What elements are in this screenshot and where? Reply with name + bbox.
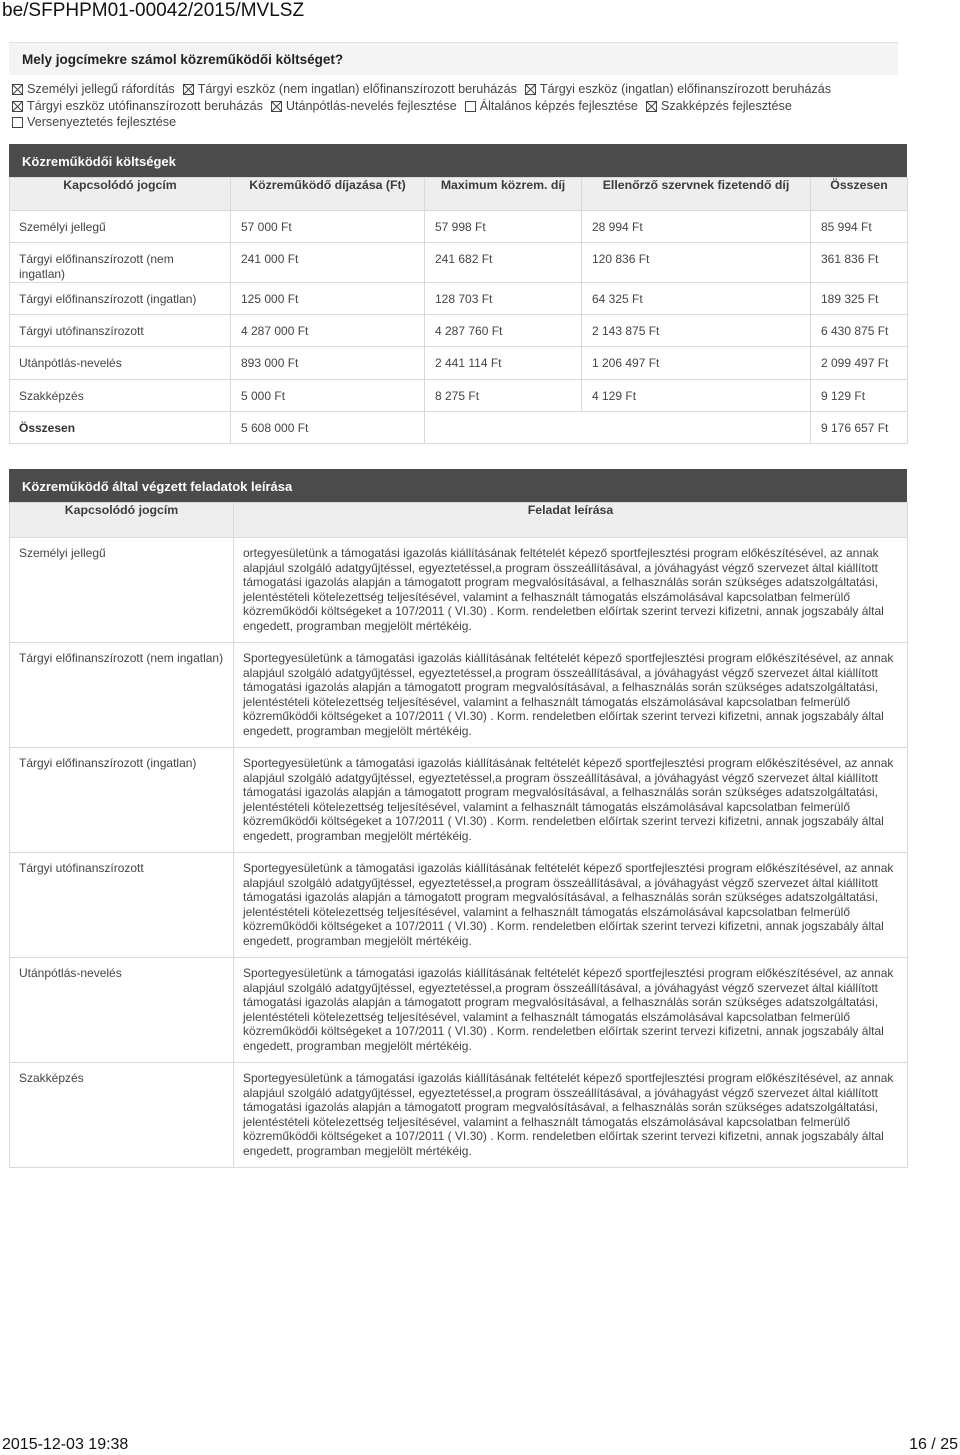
row-category: Tárgyi előfinanszírozott (ingatlan) xyxy=(10,283,231,315)
category-option xyxy=(12,114,176,131)
table-row xyxy=(10,958,908,1063)
table-row xyxy=(10,748,908,853)
category-option xyxy=(12,98,263,115)
option-label: Tárgyi eszköz utófinanszírozott beruházás xyxy=(27,98,263,113)
column-header: Kapcsolódó jogcím xyxy=(10,178,231,211)
checkbox-row xyxy=(12,81,912,98)
category-option xyxy=(271,98,457,115)
table-row xyxy=(10,283,908,315)
option-label: Szakképzés fejlesztése xyxy=(660,98,792,113)
row-category: Tárgyi utófinanszírozott xyxy=(10,315,231,347)
column-header: Kapcsolódó jogcím xyxy=(10,503,234,538)
checked-checkbox-icon xyxy=(12,84,23,95)
table-row xyxy=(10,643,908,748)
unchecked-checkbox-icon xyxy=(12,117,23,128)
column-header: Közreműködő díjazása (Ft) xyxy=(231,178,425,211)
checkbox-row xyxy=(12,98,912,115)
category-option xyxy=(465,98,638,115)
cost-cell: 64 325 Ft xyxy=(582,283,811,315)
table-row xyxy=(10,347,908,380)
checked-checkbox-icon xyxy=(183,84,194,95)
checkbox-row xyxy=(12,114,912,131)
cost-cell: 8 275 Ft xyxy=(425,380,582,412)
tasks-section-title: Közreműködő által végzett feladatok leírása xyxy=(22,479,293,494)
table-row xyxy=(10,1063,908,1168)
row-category: Tárgyi előfinanszírozott (nem ingatlan) xyxy=(10,643,234,748)
cost-cell: 893 000 Ft xyxy=(231,347,425,380)
cost-cell: 57 998 Ft xyxy=(425,211,582,243)
costs-section-header xyxy=(9,144,907,177)
cost-cell: 6 430 875 Ft xyxy=(811,315,908,347)
task-description: Sportegyesületünk a támogatási igazolás kiállításának feltételét képező sportfejlesztési program előkészítésével, az annak alapjául szolgáló adatgyűjtéssel, egyeztetéssel,a program összeállításával, a jóváhagyást végző szervezet által kiállított támogatási igazolás alapján a támogatott program megvalósításával, a felhasználás során szükséges adatszolgáltatási, jelentéstételi kötelezettség teljesítésével, valamint a felhasznált támogatás elszámolásával kapcsolatban felmerülő közreműködői költségeket a 107/2011 ( VI.30) . Korm. rendeletben előírtak szerint tervezi kifizetni, annak jogszabály által engedett, programban megjelölt mértékéig. xyxy=(234,748,908,853)
cost-cell: 9 129 Ft xyxy=(811,380,908,412)
table-row xyxy=(10,538,908,643)
option-label: Versenyeztetés fejlesztése xyxy=(27,115,177,129)
task-description: Sportegyesületünk a támogatási igazolás kiállításának feltételét képező sportfejlesztési program előkészítésével, az annak alapjául szolgáló adatgyűjtéssel, egyeztetéssel,a program összeállításával, a jóváhagyást végző szervezet által kiállított támogatási igazolás alapján a támogatott program megvalósításával, a felhasználás során szükséges adatszolgáltatási, jelentéstételi kötelezettség teljesítésével, valamint a felhasznált támogatás elszámolásával kapcsolatban felmerülő közreműködői költségeket a 107/2011 ( VI.30) . Korm. rendeletben előírtak szerint tervezi kifizetni, annak jogszabály által engedett, programban megjelölt mértékéig. xyxy=(234,958,908,1063)
row-category: Személyi jellegű xyxy=(10,211,231,243)
task-description: Sportegyesületünk a támogatási igazolás kiállításának feltételét képező sportfejlesztési program előkészítésével, az annak alapjául szolgáló adatgyűjtéssel, egyeztetéssel,a program összeállításával, a jóváhagyást végző szervezet által kiállított támogatási igazolás alapján a támogatott program megvalósításával, a felhasználás során szükséges adatszolgáltatási, jelentéstételi kötelezettség teljesítésével, valamint a felhasznált támogatás elszámolásával kapcsolatban felmerülő közreműködői költségeket a 107/2011 ( VI.30) . Korm. rendeletben előírtak szerint tervezi kifizetni, annak jogszabály által engedett, programban megjelölt mértékéig. xyxy=(234,853,908,958)
cost-cell: 189 325 Ft xyxy=(811,283,908,315)
total-label: Összesen xyxy=(10,412,231,444)
section-question xyxy=(9,42,898,75)
category-option xyxy=(183,81,517,98)
footer-timestamp: 2015-12-03 19:38 xyxy=(2,1436,129,1453)
checked-checkbox-icon xyxy=(12,101,23,112)
cost-cell: 4 287 760 Ft xyxy=(425,315,582,347)
cost-cell: 5 000 Ft xyxy=(231,380,425,412)
option-label: Tárgyi eszköz (nem ingatlan) előfinanszírozott beruházás xyxy=(197,82,517,96)
category-option xyxy=(646,98,792,115)
cost-cell: 361 836 Ft xyxy=(811,243,908,283)
cost-cell: 120 836 Ft xyxy=(582,243,811,283)
total-sum: 9 176 657 Ft xyxy=(811,412,908,444)
row-category: Szakképzés xyxy=(10,380,231,412)
row-category: Tárgyi előfinanszírozott (ingatlan) xyxy=(10,748,234,853)
cost-cell: 2 441 114 Ft xyxy=(425,347,582,380)
option-label: Tárgyi eszköz (ingatlan) előfinanszírozott beruházás xyxy=(539,82,832,96)
task-description: Sportegyesületünk a támogatási igazolás kiállításának feltételét képező sportfejlesztési program előkészítésével, az annak alapjául szolgáló adatgyűjtéssel, egyeztetéssel,a program összeállításával, a jóváhagyást végző szervezet által kiállított támogatási igazolás alapján a támogatott program megvalósításával, a felhasználás során szükséges adatszolgáltatási, jelentéstételi kötelezettség teljesítésével, valamint a felhasznált támogatás elszámolásával kapcsolatban felmerülő közreműködői költségeket a 107/2011 ( VI.30) . Korm. rendeletben előírtak szerint tervezi kifizetni, annak jogszabály által engedett, programban megjelölt mértékéig. xyxy=(234,643,908,748)
option-label: Általános képzés fejlesztése xyxy=(479,98,638,113)
cost-cell: 57 000 Ft xyxy=(231,211,425,243)
cost-cell: 2 143 875 Ft xyxy=(582,315,811,347)
tasks-header-row xyxy=(10,503,908,538)
cost-cell: 4 287 000 Ft xyxy=(231,315,425,347)
total-fee: 5 608 000 Ft xyxy=(231,412,425,444)
costs-section-title: Közreműködői költségek xyxy=(22,154,176,169)
row-category: Utánpótlás-nevelés xyxy=(10,958,234,1063)
footer-page-number: 16 / 25 xyxy=(909,1436,958,1453)
column-header: Összesen xyxy=(811,178,908,211)
checked-checkbox-icon xyxy=(525,84,536,95)
cost-cell: 2 099 497 Ft xyxy=(811,347,908,380)
document-id: be/SFPHPM01-00042/2015/MVLSZ xyxy=(2,0,305,21)
total-row xyxy=(10,412,908,444)
category-option xyxy=(525,81,831,98)
cost-cell: 241 000 Ft xyxy=(231,243,425,283)
table-row xyxy=(10,243,908,283)
cost-cell: 4 129 Ft xyxy=(582,380,811,412)
tasks-section-header xyxy=(9,469,907,502)
task-description: ortegyesületünk a támogatási igazolás kiállításának feltételét képező sportfejlesztési program előkészítésével, az annak alapjául szolgáló adatgyűjtéssel, egyeztetéssel,a program összeállításával, a jóváhagyást végző szervezet által kiállított támogatási igazolás alapján a támogatott program megvalósításával, a felhasználás során szükséges adatszolgáltatási, jelentéstételi kötelezettség teljesítésével, valamint a felhasznált támogatás elszámolásával kapcsolatban felmerülő közreműködői költségeket a 107/2011 ( VI.30) . Korm. rendeletben előírtak szerint tervezi kifizetni, annak jogszabály által engedett, programban megjelölt mértékéig. xyxy=(234,538,908,643)
cost-cell: 125 000 Ft xyxy=(231,283,425,315)
row-category: Szakképzés xyxy=(10,1063,234,1168)
table-row xyxy=(10,315,908,347)
category-checkbox-list xyxy=(12,81,912,131)
row-category: Tárgyi utófinanszírozott xyxy=(10,853,234,958)
cost-cell: 1 206 497 Ft xyxy=(582,347,811,380)
table-row xyxy=(10,211,908,243)
cost-cell: 241 682 Ft xyxy=(425,243,582,283)
column-header: Ellenőrző szervnek fizetendő díj xyxy=(582,178,811,211)
column-header: Feladat leírása xyxy=(234,503,908,538)
unchecked-checkbox-icon xyxy=(465,101,476,112)
option-label: Utánpótlás-nevelés fejlesztése xyxy=(285,98,457,113)
tasks-table xyxy=(9,502,908,1168)
table-row xyxy=(10,853,908,958)
column-header: Maximum közrem. díj xyxy=(425,178,582,211)
checked-checkbox-icon xyxy=(271,101,282,112)
cost-cell: 85 994 Ft xyxy=(811,211,908,243)
table-row xyxy=(10,380,908,412)
cost-cell: 128 703 Ft xyxy=(425,283,582,315)
cost-cell: 28 994 Ft xyxy=(582,211,811,243)
row-category: Tárgyi előfinanszírozott (nem ingatlan) xyxy=(10,243,231,283)
empty-cell xyxy=(425,412,811,444)
costs-table xyxy=(9,177,908,444)
option-label: Személyi jellegű ráfordítás xyxy=(27,82,175,96)
row-category: Személyi jellegű xyxy=(10,538,234,643)
row-category: Utánpótlás-nevelés xyxy=(10,347,231,380)
category-option xyxy=(12,81,175,98)
task-description: Sportegyesületünk a támogatási igazolás kiállításának feltételét képező sportfejlesztési program előkészítésével, az annak alapjául szolgáló adatgyűjtéssel, egyeztetéssel,a program összeállításával, a jóváhagyást végző szervezet által kiállított támogatási igazolás alapján a támogatott program megvalósításával, a felhasználás során szükséges adatszolgáltatási, jelentéstételi kötelezettség teljesítésével, valamint a felhasznált támogatás elszámolásával kapcsolatban felmerülő közreműködői költségeket a 107/2011 ( VI.30) . Korm. rendeletben előírtak szerint tervezi kifizetni, annak jogszabály által engedett, programban megjelölt mértékéig. xyxy=(234,1063,908,1168)
checked-checkbox-icon xyxy=(646,101,657,112)
question-text: Mely jogcímekre számol közreműködői költséget? xyxy=(22,52,344,67)
costs-header-row xyxy=(10,178,908,211)
